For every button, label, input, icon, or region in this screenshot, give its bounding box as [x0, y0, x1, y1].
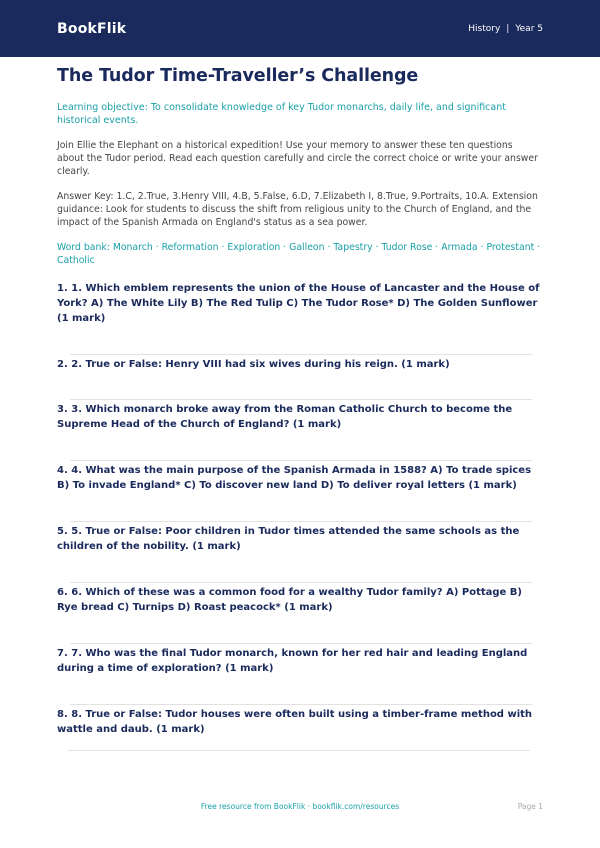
answer-line	[70, 521, 532, 522]
question-7: 7. 7. Who was the final Tudor monarch, known for her red hair and leading England during a time of exploration? (1 mark)	[57, 648, 528, 674]
page-header	[0, 0, 600, 57]
page-number: Page 1	[517, 802, 543, 811]
header-meta	[468, 24, 543, 34]
intro-text: Join Ellie the Elephant on a historical expedition! Use your memory to answer these ten questions about the Tudor period. Read each question carefully and circle the correct choice or write your answer clearly.	[57, 140, 538, 177]
question-8: 8. 8. True or False: Tudor houses were often built using a timber-frame method with wattle and daub. (1 mark)	[57, 709, 533, 735]
page-footer	[0, 802, 600, 816]
answer-line	[70, 354, 532, 355]
year-label: Year 5	[515, 23, 543, 34]
answer-line	[70, 704, 532, 705]
meta-separator: |	[506, 23, 510, 34]
bottom-divider	[68, 750, 530, 751]
question-5: 5. 5. True or False: Poor children in Tudor times attended the same schools as the children of the nobility. (1 mark)	[57, 526, 520, 552]
answer-line	[70, 460, 532, 461]
learning-objective: Learning objective: To consolidate knowledge of key Tudor monarchs, daily life, and significant historical events.	[57, 102, 506, 126]
subject-label: History	[468, 23, 501, 34]
footer-credit-link[interactable]: Free resource from BookFlik · bookflik.com/resources	[200, 802, 400, 811]
brand-logo: BookFlik	[57, 20, 127, 37]
question-3: 3. 3. Which monarch broke away from the Roman Catholic Church to become the Supreme Head of the Church of England? (1 mark)	[57, 404, 513, 430]
answer-line	[70, 643, 532, 644]
answer-key: Answer Key: 1.C, 2.True, 3.Henry VIII, 4.B, 5.False, 6.D, 7.Elizabeth I, 8.True, 9.Portraits, 10.A. Extension guidance: Look for students to discuss the shift from religious unity to the Church of England, and the impact of the Spanish Armada on England's status as a sea power.	[57, 191, 538, 228]
question-2: 2. 2. True or False: Henry VIII had six wives during his reign. (1 mark)	[57, 359, 450, 370]
answer-line	[70, 582, 532, 583]
question-6: 6. 6. Which of these was a common food for a wealthy Tudor family? A) Pottage B) Rye bread C) Turnips D) Roast peacock* (1 mark)	[57, 587, 522, 613]
question-list	[57, 281, 542, 737]
page-title: The Tudor Time-Traveller’s Challenge	[57, 66, 419, 86]
answer-line	[70, 399, 532, 400]
question-4: 4. 4. What was the main purpose of the Spanish Armada in 1588? A) To trade spices B) To invade England* C) To discover new land D) To deliver royal letters (1 mark)	[57, 465, 532, 491]
worksheet-content	[57, 65, 542, 737]
word-bank: Word bank: Monarch · Reformation · Exploration · Galleon · Tapestry · Tudor Rose · Armada · Protestant · Catholic	[57, 242, 541, 266]
question-1: 1. 1. Which emblem represents the union of the House of Lancaster and the House of York? A) The White Lily B) The Red Tulip C) The Tudor Rose* D) The Golden Sunflower (1 mark)	[57, 283, 540, 324]
